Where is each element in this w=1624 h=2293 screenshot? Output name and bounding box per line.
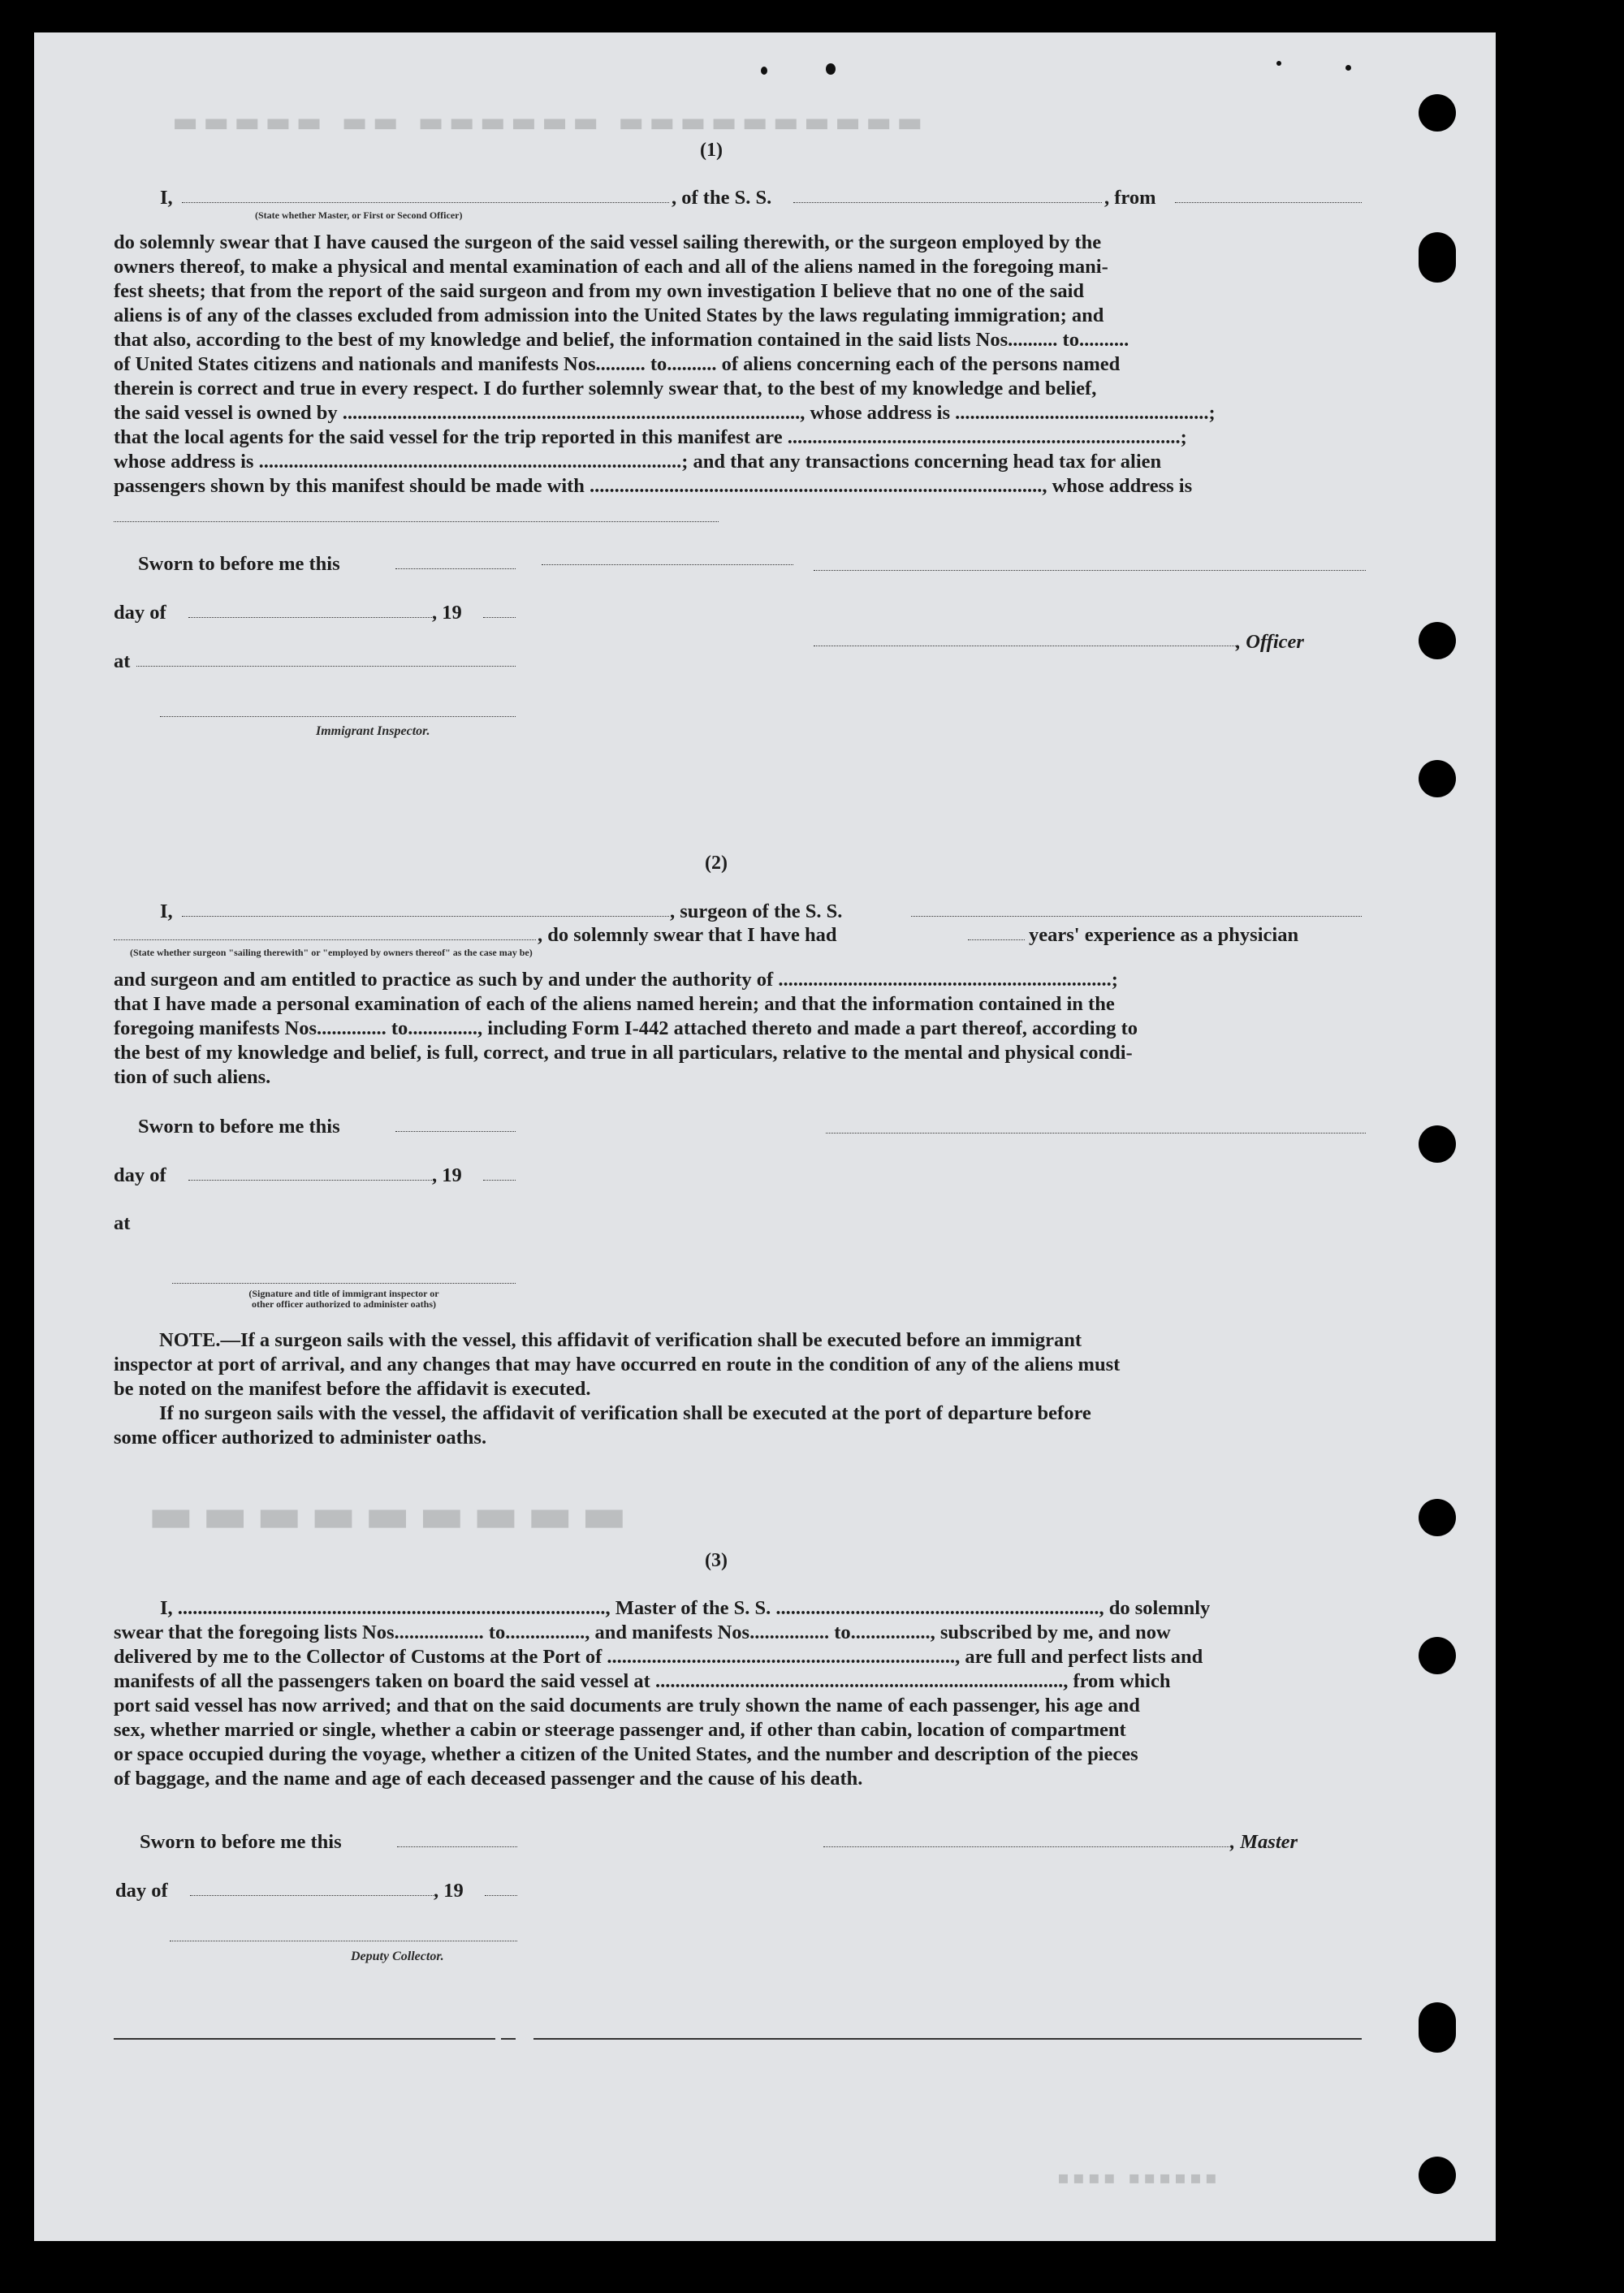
officer-label: , Officer <box>1236 631 1304 653</box>
section2-oath-text: and surgeon and am entitled to practice as such by and under the authority of ...................................................................; that I have made a personal examination of each of the aliens named herein; and that the information contained in the foregoing manifests Nos.............. to.............., including Form I-442 attached thereto and made a part thereof, according to the best of my knowledge and belief, is full, correct, and true in all particulars, relative to the mental and physical condi- tion of such aliens. <box>114 969 1138 1088</box>
inspector-signature-line[interactable] <box>160 716 516 717</box>
at-line[interactable] <box>136 666 516 667</box>
sworn-label: Sworn to before me this <box>138 1116 340 1138</box>
ink-speck <box>1276 61 1281 66</box>
note-2-text: If no surgeon sails with the vessel, the affidavit of verification shall be executed at the port of departure before some officer authorized to administer oaths. <box>114 1402 1091 1449</box>
note-text: NOTE.—If a surgeon sails with the vessel, this affidavit of verification shall be executed before an immigrant inspector at port of arrival, and any changes that may have occurred en route in the condition of any of the aliens must be noted on the manifest before the affidavit is executed. <box>114 1329 1121 1400</box>
section3-oath-text: I, ......................................................................................, Master of the S. S. ................................................................., do solemnly swear that the foregoing lists Nos.................. to................, and manifests Nos................ to................, subscribed by me, and now delivered by me to the Collector of Customs at the Port of ......................................................................, are full and perfect lists and manifests of all the passengers taken on board the said vessel at .................................................................................., from which port said vessel has now arrived; and that on the said documents are truly shown the name of each passenger, his age and sex, whether married or single, whether a cabin or steerage passenger and, if other than cabin, location of compartment or space occupied during the voyage, whether a citizen of the United States, and the number and description of the pieces of baggage, and the name and age of each deceased passenger and the cause of his death. <box>114 1597 1211 1790</box>
punch-hole <box>1419 2002 1456 2053</box>
section-number: (2) <box>705 853 728 874</box>
section-number: (3) <box>705 1550 728 1571</box>
bottom-rule-dash <box>501 2038 516 2040</box>
day-of-line[interactable] <box>190 1895 434 1896</box>
punch-hole <box>1419 232 1456 283</box>
inspector-signature-line[interactable] <box>172 1283 516 1284</box>
day-of-line[interactable] <box>188 617 432 618</box>
year-line[interactable] <box>485 1895 517 1896</box>
bottom-rule-right <box>533 2038 1362 2040</box>
punch-hole <box>1419 94 1456 132</box>
bleed-through-text: ▬▬▬▬▬ ▬▬ ▬▬▬▬▬▬ ▬▬▬▬▬▬▬▬▬▬ <box>172 110 928 142</box>
sworn-date-line[interactable] <box>395 1131 516 1132</box>
sworn-date-line[interactable] <box>397 1846 517 1847</box>
officer-signature-line[interactable] <box>814 570 1366 571</box>
bottom-rule-left <box>114 2038 495 2040</box>
day-of-line[interactable] <box>188 1180 432 1181</box>
day-of-label: day of <box>114 602 166 624</box>
signature-caption-2: other officer authorized to administer oaths) <box>252 1298 436 1310</box>
bleed-through-text: ▪▪▪▪ ▪▪▪▪▪▪ <box>1057 2168 1220 2188</box>
section1-oath-text: do solemnly swear that I have caused the surgeon of the said vessel sailing therewith, or the surgeon employed by the owners thereof, to make a physical and mental examination of each and all of the aliens named in the foregoing mani- fest sheets; that from the report of the said surgeon and from my own investigation I believe that no one of the said aliens is of any of the classes excluded from admission into the United States by the laws regulating immigration; and that also, according to the best of my knowledge and belief, the information contained in the said lists Nos.......... to.......... of United States citizens and nationals and manifests Nos.......... to.......... of aliens concerning each of the persons named therein is correct and true in every respect. I do further solemnly swear that, to the best of my knowledge and belief, the said vessel is owned by ............................................................................................, whose address is ...................................................; that the local agents for the said vessel for the trip reported in this manifest are ...............................................................................; whose address is .....................................................................................; and that any transactions concerning head tax for alien passengers shown by this manifest should be made with ..........................................................................................., whose address is <box>114 231 1216 497</box>
swear-label: , do solemnly swear that I have had <box>538 924 837 946</box>
signature-caption-1: (Signature and title of immigrant inspector or <box>248 1288 439 1299</box>
bleed-through-text: ▬▬▬▬▬▬▬▬▬ <box>148 1494 636 1551</box>
affiant-name-line[interactable] <box>182 202 669 203</box>
manifest-back-page <box>34 32 1496 2241</box>
deputy-caption: Deputy Collector. <box>351 1950 444 1963</box>
master-label: , Master <box>1230 1831 1298 1853</box>
ink-speck <box>761 67 767 75</box>
punch-hole <box>1419 1637 1456 1674</box>
surgeon-status-line[interactable] <box>114 939 536 940</box>
surgeon-caption: (State whether surgeon "sailing therewith" or "employed by owners thereof" as the case may be) <box>130 947 533 958</box>
punch-hole <box>1419 1125 1456 1163</box>
year-label: , 19 <box>432 1164 462 1186</box>
section-number: (1) <box>700 140 723 161</box>
year-line[interactable] <box>483 1180 516 1181</box>
surgeon-name-line[interactable] <box>182 916 669 917</box>
day-of-label: day of <box>115 1880 168 1902</box>
year-line[interactable] <box>483 617 516 618</box>
year-label: , 19 <box>434 1880 464 1902</box>
ship-name-line[interactable] <box>793 202 1102 203</box>
ink-speck <box>826 63 836 75</box>
inspector-caption: Immigrant Inspector. <box>316 724 430 738</box>
officer-caption: (State whether Master, or First or Second Officer) <box>255 209 463 221</box>
at-label: at <box>114 1212 131 1234</box>
from-port-line[interactable] <box>1175 202 1362 203</box>
surgeon-label: I, <box>160 900 173 922</box>
from-label: , from <box>1104 187 1156 209</box>
master-signature-line[interactable] <box>823 1846 1229 1847</box>
sworn-label: Sworn to before me this <box>140 1831 342 1853</box>
punch-hole <box>1419 1499 1456 1536</box>
ss-name-line[interactable] <box>911 916 1362 917</box>
punch-hole <box>1419 760 1456 797</box>
sworn-label: Sworn to before me this <box>138 553 340 575</box>
signature-dots <box>542 564 793 565</box>
day-of-label: day of <box>114 1164 166 1186</box>
at-label: at <box>114 650 131 672</box>
year-label: , 19 <box>432 602 462 624</box>
agent-continuation-line[interactable] <box>114 521 719 522</box>
ink-speck <box>1345 65 1351 71</box>
punch-hole <box>1419 2157 1456 2194</box>
ss-label: , surgeon of the S. S. <box>670 900 843 922</box>
affiant-label: I, <box>160 187 173 209</box>
years-label: years' experience as a physician <box>1029 924 1299 946</box>
years-line[interactable] <box>968 939 1025 940</box>
ship-label: , of the S. S. <box>672 187 772 209</box>
punch-hole <box>1419 622 1456 659</box>
sworn-date-line[interactable] <box>395 568 516 569</box>
surgeon-signature-line[interactable] <box>826 1133 1366 1134</box>
